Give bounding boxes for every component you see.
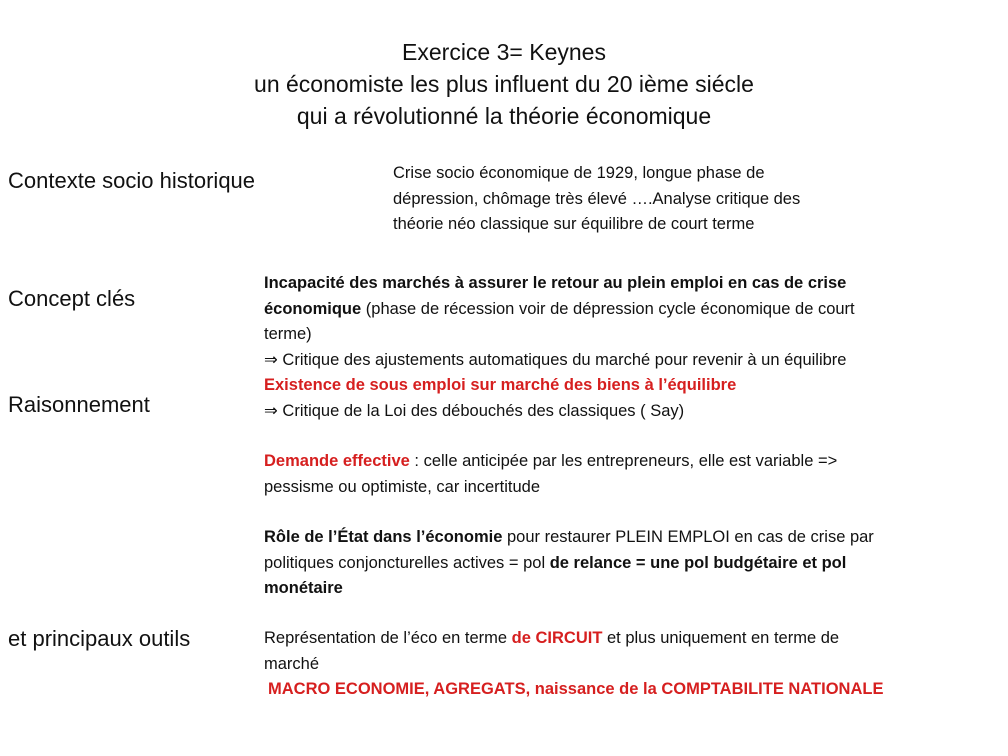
concept-line-3: terme)	[264, 325, 312, 343]
outils-line-1-rest: et plus uniquement en terme de	[602, 629, 840, 647]
outils-line-1	[264, 626, 883, 652]
concept-line-2-bold: économique	[264, 299, 362, 318]
concept-block	[264, 271, 855, 424]
concept-line-6	[264, 399, 855, 425]
implies-arrow-icon: ⇒	[264, 401, 278, 420]
title-line-3: qui a révolutionné la théorie économique	[296, 103, 712, 129]
etat-line-1	[264, 525, 874, 551]
etat-line-2-plain: politiques conjoncturelles actives = pol	[264, 553, 550, 572]
outils-circuit-term: de CIRCUIT	[511, 629, 603, 647]
contexte-line-3: théorie néo classique sur équilibre de court terme	[393, 215, 755, 233]
outils-line-3: MACRO ECONOMIE, AGREGATS, naissance de la COMPTABILITE NATIONALE	[268, 680, 884, 698]
demande-line-2: pessisme ou optimiste, car incertitude	[264, 477, 541, 496]
implies-arrow-icon: ⇒	[264, 350, 278, 369]
outils-block	[264, 626, 883, 703]
contexte-line-2: dépression, chômage très élevé ….Analyse critique des	[393, 189, 801, 208]
concept-line-4-text: Critique des ajustements automatiques du marché pour revenir à un équilibre	[277, 350, 847, 369]
etat-line-2-bold: de relance = une pol budgétaire et pol	[549, 553, 847, 572]
etat-block	[264, 525, 874, 602]
contexte-line-1: Crise socio économique de 1929, longue phase de	[393, 164, 765, 182]
demande-line-1-rest: : celle anticipée par les entrepreneurs, elle est variable =>	[409, 452, 838, 470]
concept-line-2-rest: (phase de récession voir de dépression cycle économique de court	[361, 299, 855, 318]
etat-line-2	[264, 551, 874, 577]
etat-line-3: monétaire	[264, 579, 343, 597]
concept-line-5: Existence de sous emploi sur marché des biens à l’équilibre	[264, 376, 737, 394]
demande-effective-term: Demande effective	[264, 452, 410, 470]
concept-line-6-text: Critique de la Loi des débouchés des classiques ( Say)	[277, 401, 685, 420]
concept-line-4	[264, 348, 855, 374]
label-contexte: Contexte socio historique	[8, 168, 256, 193]
label-outils: et principaux outils	[8, 626, 191, 651]
contexte-text	[393, 161, 800, 238]
slide-title	[0, 36, 1008, 132]
demande-block	[264, 449, 837, 500]
outils-line-2: marché	[264, 654, 320, 673]
title-line-2: un économiste les plus influent du 20 ième siécle	[254, 71, 754, 97]
concept-line-1: Incapacité des marchés à assurer le retour au plein emploi en cas de crise	[264, 274, 847, 292]
label-concept: Concept clés	[8, 286, 136, 311]
outils-line-1-plain: Représentation de l’éco en terme	[264, 629, 512, 647]
etat-line-1-bold: Rôle de l’État dans l’économie	[264, 528, 503, 546]
title-line-1: Exercice 3= Keynes	[402, 39, 606, 65]
label-raisonnement: Raisonnement	[8, 392, 150, 417]
concept-line-2	[264, 297, 855, 323]
demande-line-1	[264, 449, 837, 475]
etat-line-1-rest: pour restaurer PLEIN EMPLOI en cas de crise par	[502, 528, 874, 546]
